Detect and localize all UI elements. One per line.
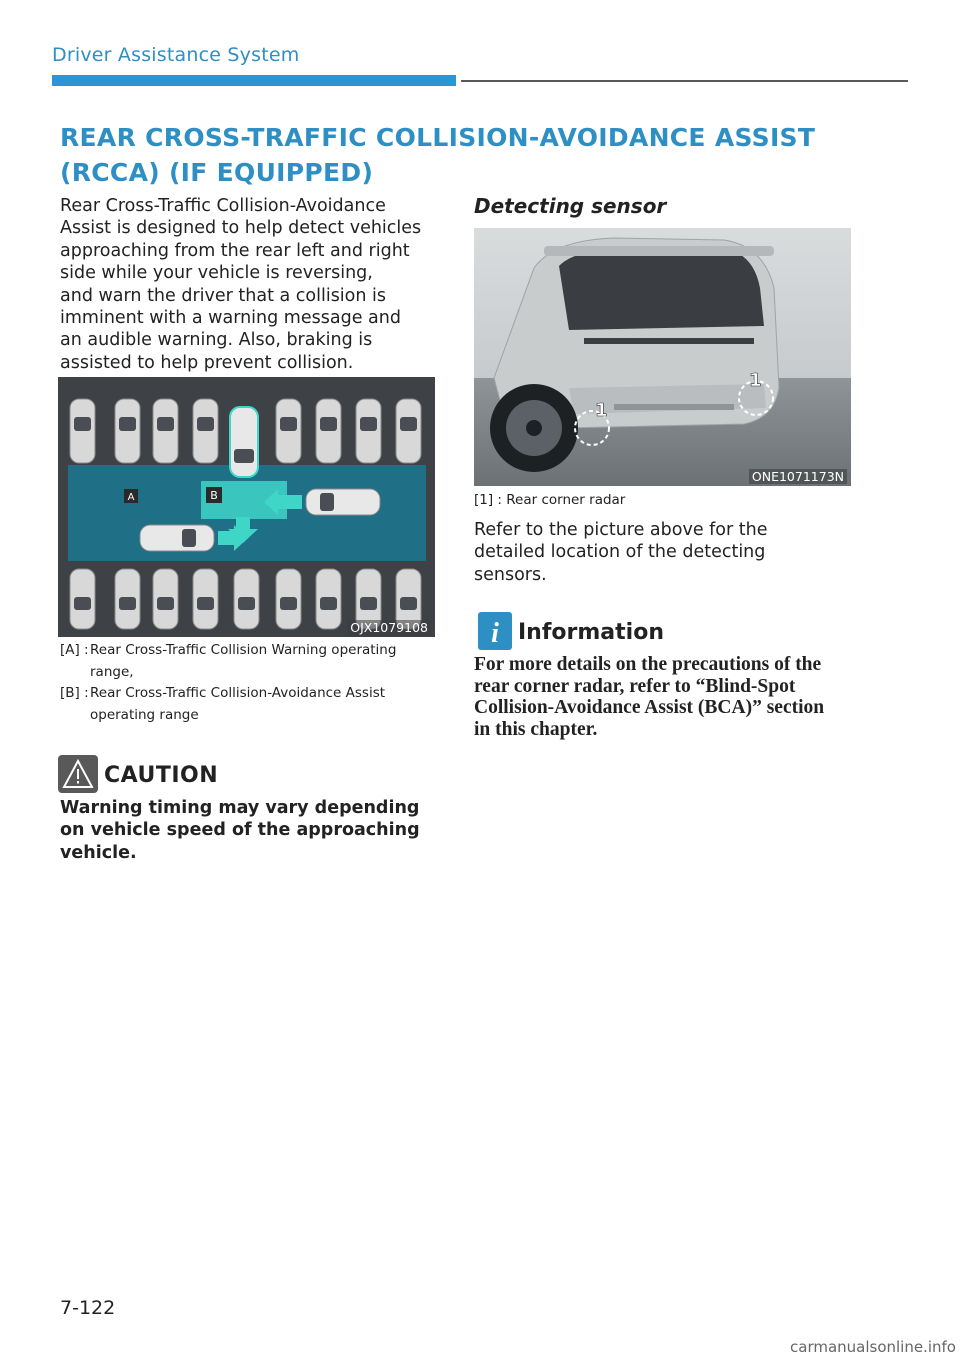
caution-line: on vehicle speed of the approaching <box>60 820 420 841</box>
intro-line: imminent with a warning message and <box>60 308 401 329</box>
caption-text-cont: operating range <box>90 706 199 723</box>
caption-item <box>60 683 440 705</box>
information-line: rear corner radar, refer to “Blind-Spot <box>474 675 796 697</box>
rear-vehicle-photo <box>474 228 851 486</box>
running-header: Driver Assistance System <box>52 44 300 66</box>
caption-key: [A] : <box>60 642 89 658</box>
figure-code: OJX1079108 <box>347 620 431 635</box>
caution-label: CAUTION <box>104 763 219 788</box>
intro-paragraph <box>60 195 440 374</box>
parking-lot-graphic <box>58 377 435 637</box>
sensor-caption: [1] : Rear corner radar <box>474 492 626 508</box>
header-rule <box>461 80 908 82</box>
rear-vehicle-graphic <box>474 228 851 486</box>
caution-line: Warning timing may vary depending <box>60 798 420 818</box>
caption-text-cont: range, <box>90 663 134 680</box>
zone-b-label: B <box>210 489 218 502</box>
information-line: For more details on the precautions of the <box>474 654 822 675</box>
caption-text: Rear Cross-Traffic Collision Warning operating <box>90 642 397 658</box>
warning-triangle-icon <box>58 755 98 793</box>
svg-text:i: i <box>491 618 499 649</box>
section-title-line1: REAR CROSS-TRAFFIC COLLISION-AVOIDANCE ASSIST <box>60 123 816 152</box>
intro-line: Rear Cross-Traffic Collision-Avoidance <box>60 196 386 216</box>
caption-key: [B] : <box>60 685 89 701</box>
caption-text: Rear Cross-Traffic Collision-Avoidance Assist <box>90 685 386 701</box>
info-icon <box>478 612 512 650</box>
page-number: 7-122 <box>60 1297 116 1319</box>
section-title-line2: (RCCA) (IF EQUIPPED) <box>60 158 374 187</box>
section-title <box>60 120 820 190</box>
intro-line: assisted to help prevent collision. <box>60 352 354 373</box>
information-text <box>474 654 874 741</box>
intro-line: Assist is designed to help detect vehicles <box>60 218 422 239</box>
information-line: Collision-Avoidance Assist (BCA)” section <box>474 697 825 719</box>
intro-line: side while your vehicle is reversing, <box>60 263 373 284</box>
caution-line: vehicle. <box>60 842 137 863</box>
information-line: in this chapter. <box>474 719 598 741</box>
caption-item <box>60 640 440 662</box>
intro-line: approaching from the rear left and right <box>60 240 410 261</box>
sensor-line: sensors. <box>474 564 547 585</box>
figure-code: ONE1071173N <box>749 469 847 484</box>
sensor-line: detailed location of the detecting <box>474 542 766 563</box>
intro-line: and warn the driver that a collision is <box>60 285 387 306</box>
detecting-sensor-heading: Detecting sensor <box>474 194 667 218</box>
caution-text <box>60 797 440 864</box>
sensor-line: Refer to the picture above for the <box>474 520 768 540</box>
intro-line: an audible warning. Also, braking is <box>60 330 373 351</box>
radar-marker-left: 1 <box>595 400 608 421</box>
sensor-paragraph <box>474 519 854 586</box>
figure-captions <box>60 640 440 726</box>
parking-lot-illustration <box>58 377 435 637</box>
radar-marker-right: 1 <box>749 370 762 391</box>
zone-a-label: A <box>127 492 135 503</box>
header-rule-accent <box>52 75 456 86</box>
watermark-text: carmanualsonline.info <box>790 1338 956 1356</box>
information-label: Information <box>518 620 664 645</box>
